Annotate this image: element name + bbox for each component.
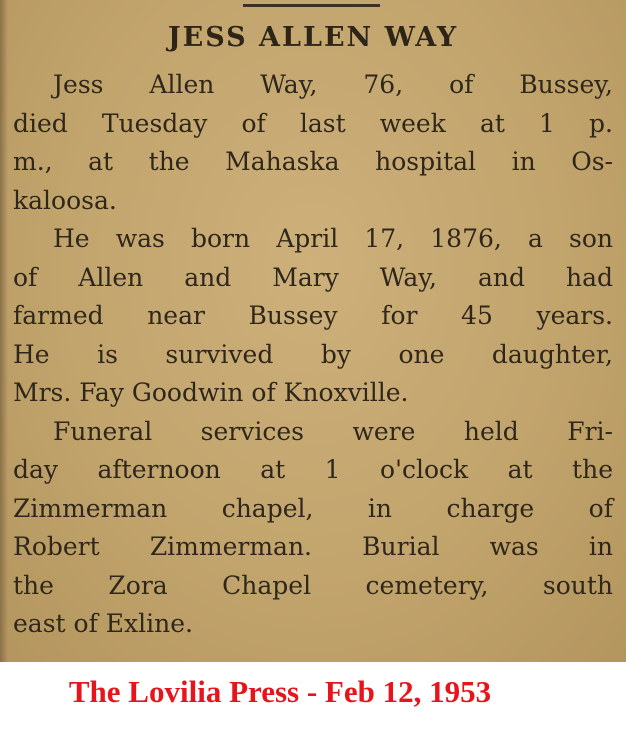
- obituary-body: [13, 66, 613, 644]
- article-line: Zimmerman chapel, in charge of: [13, 493, 613, 523]
- article-line: east of Exline.: [13, 609, 193, 638]
- article-line: of Allen and Mary Way, and had: [13, 262, 613, 292]
- article-line: day afternoon at 1 o'clock at the: [13, 455, 613, 484]
- article-line: Robert Zimmerman. Burial was in: [13, 532, 613, 561]
- article-line: farmed near Bussey for 45 years.: [13, 301, 613, 330]
- article-line: Jess Allen Way, 76, of Bussey,: [53, 70, 613, 99]
- article-line: Funeral services were held Fri-: [53, 416, 613, 446]
- top-rule-divider: [243, 4, 380, 7]
- source-caption: The Lovilia Press - Feb 12, 1953: [68, 674, 492, 709]
- article-line: m., at the Mahaska hospital in Os-: [13, 147, 613, 176]
- article-line: He was born April 17, 1876, a son: [53, 224, 613, 253]
- article-line: kaloosa.: [13, 185, 117, 215]
- article-line: He is survived by one daughter,: [13, 339, 613, 369]
- article-line: died Tuesday of last week at 1 p.: [13, 108, 613, 138]
- article-line: the Zora Chapel cemetery, south: [13, 570, 613, 600]
- article-line: Mrs. Fay Goodwin of Knoxville.: [13, 378, 409, 407]
- obituary-headline: JESS ALLEN WAY: [167, 22, 459, 53]
- clipping-edge-shadow: [0, 0, 8, 662]
